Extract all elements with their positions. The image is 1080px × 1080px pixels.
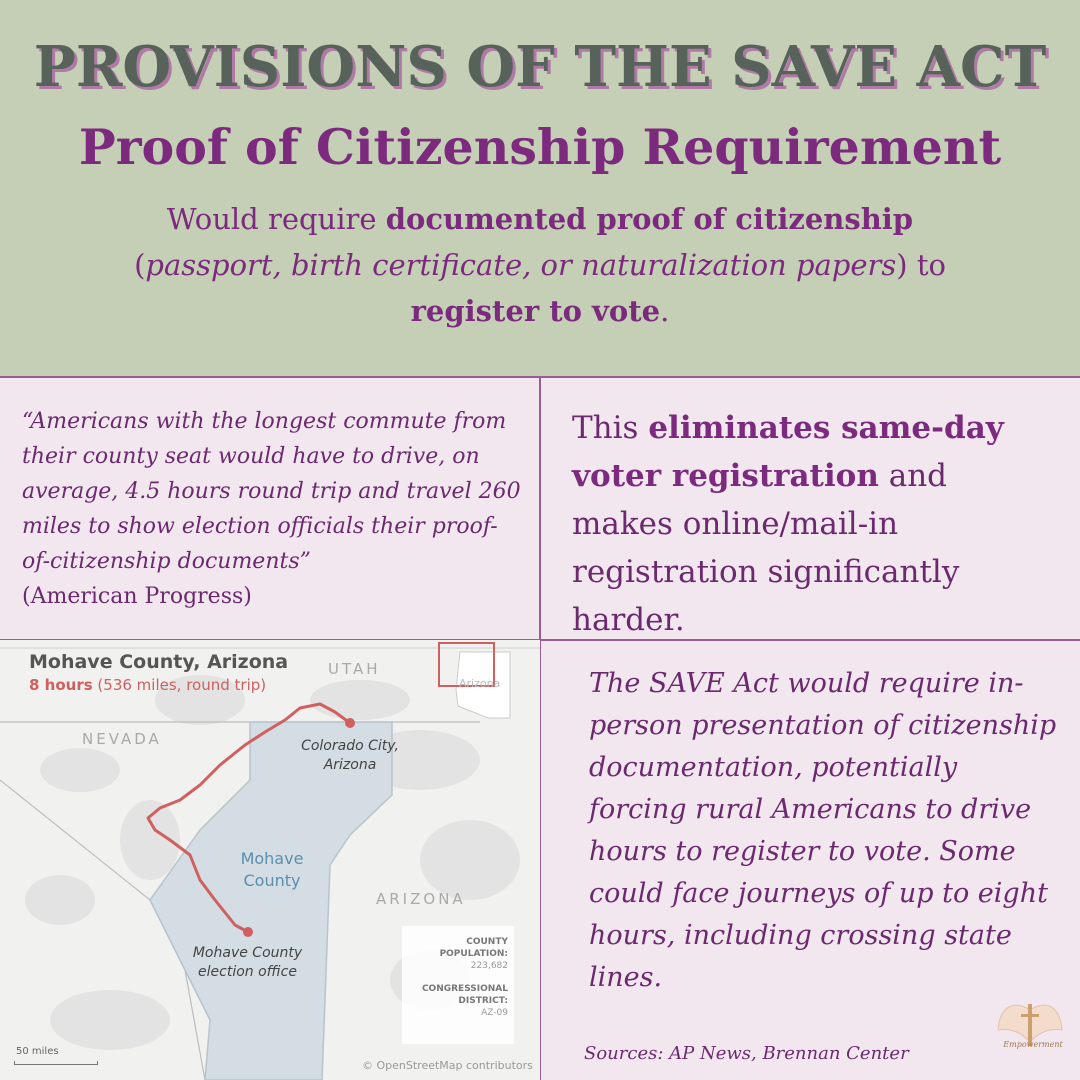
county-label-line1: Mohave — [240, 849, 304, 868]
district-label-1: CONGRESSIONAL — [421, 984, 508, 994]
logo-text: Empowerment — [1003, 1040, 1063, 1049]
quote-source: (American Progress) — [22, 584, 252, 609]
desc-italic: passport, birth certificate, or naturalization papers — [145, 248, 897, 282]
desc-bold-2: register to vote — [410, 294, 661, 328]
map-attribution: © OpenStreetMap contributors — [362, 1059, 533, 1072]
colorado-city-label — [290, 737, 410, 775]
page-title: PROVISIONS OF THE SAVE ACT — [33, 34, 1047, 100]
desc-text-3: ) to — [896, 248, 946, 282]
header-banner — [0, 0, 1080, 376]
district-value: AZ-09 — [481, 1008, 508, 1018]
same-day-bold: eliminates same-day voter registration — [572, 410, 1004, 494]
inset-label: Arizona — [459, 677, 501, 690]
county-label-line2: County — [243, 871, 301, 890]
desc-text-2: ( — [134, 248, 146, 282]
map-title: Mohave County, Arizona — [29, 651, 289, 673]
map-travel-time — [29, 676, 266, 694]
county-label — [222, 848, 322, 892]
quote-text: “Americans with the longest commute from their county seat would have to drive, on average, 4.5 hours round trip and travel 260 miles to show election officials their proof-of-citizenship documents” — [22, 409, 521, 574]
pop-label-2: POPULATION: — [439, 949, 508, 959]
colorado-city-marker — [345, 718, 355, 728]
header-description — [100, 196, 980, 334]
desc-bold-1: documented proof of citizenship — [385, 202, 914, 236]
page-subtitle: Proof of Citizenship Requirement — [78, 118, 1002, 176]
county-info-box — [402, 926, 514, 1044]
state-label-nevada: NEVADA — [82, 730, 162, 748]
same-day-text-2: and makes online/mail-in registration significantly harder. — [572, 458, 960, 638]
pop-value: 223,682 — [470, 961, 508, 971]
desc-text-1: Would require — [166, 202, 386, 236]
scale-label: 50 miles — [16, 1046, 59, 1057]
state-label-arizona: ARIZONA — [376, 890, 466, 908]
election-office-line1: Mohave County — [192, 945, 303, 961]
election-office-label — [180, 944, 315, 982]
quote-panel — [22, 404, 522, 614]
travel-hours: 8 hours — [29, 676, 93, 694]
in-person-panel: The SAVE Act would require in-person presentation of citizenship documentation, potentially forcing rural Americans to drive hours to register to vote. Some could face journeys of up to eight hours, including crossing state lines. — [589, 668, 1057, 993]
route-map — [0, 640, 540, 1080]
scale-bar — [14, 1061, 98, 1065]
empowerment-logo-icon — [990, 990, 1070, 1075]
colorado-city-line2: Arizona — [323, 757, 377, 773]
mohave-county-shape — [150, 722, 392, 1080]
election-office-marker — [243, 927, 253, 937]
pop-label-1: COUNTY — [466, 937, 508, 947]
sources-line: Sources: AP News, Brennan Center — [584, 1043, 909, 1064]
colorado-city-line1: Colorado City, — [301, 738, 399, 754]
same-day-panel — [572, 404, 1052, 644]
desc-end: . — [660, 294, 670, 328]
election-office-line2: election office — [198, 964, 297, 980]
state-label-utah: UTAH — [328, 660, 381, 678]
district-label-2: DISTRICT: — [458, 996, 508, 1006]
same-day-text-1: This — [572, 410, 649, 446]
travel-detail: (536 miles, round trip) — [92, 676, 267, 694]
